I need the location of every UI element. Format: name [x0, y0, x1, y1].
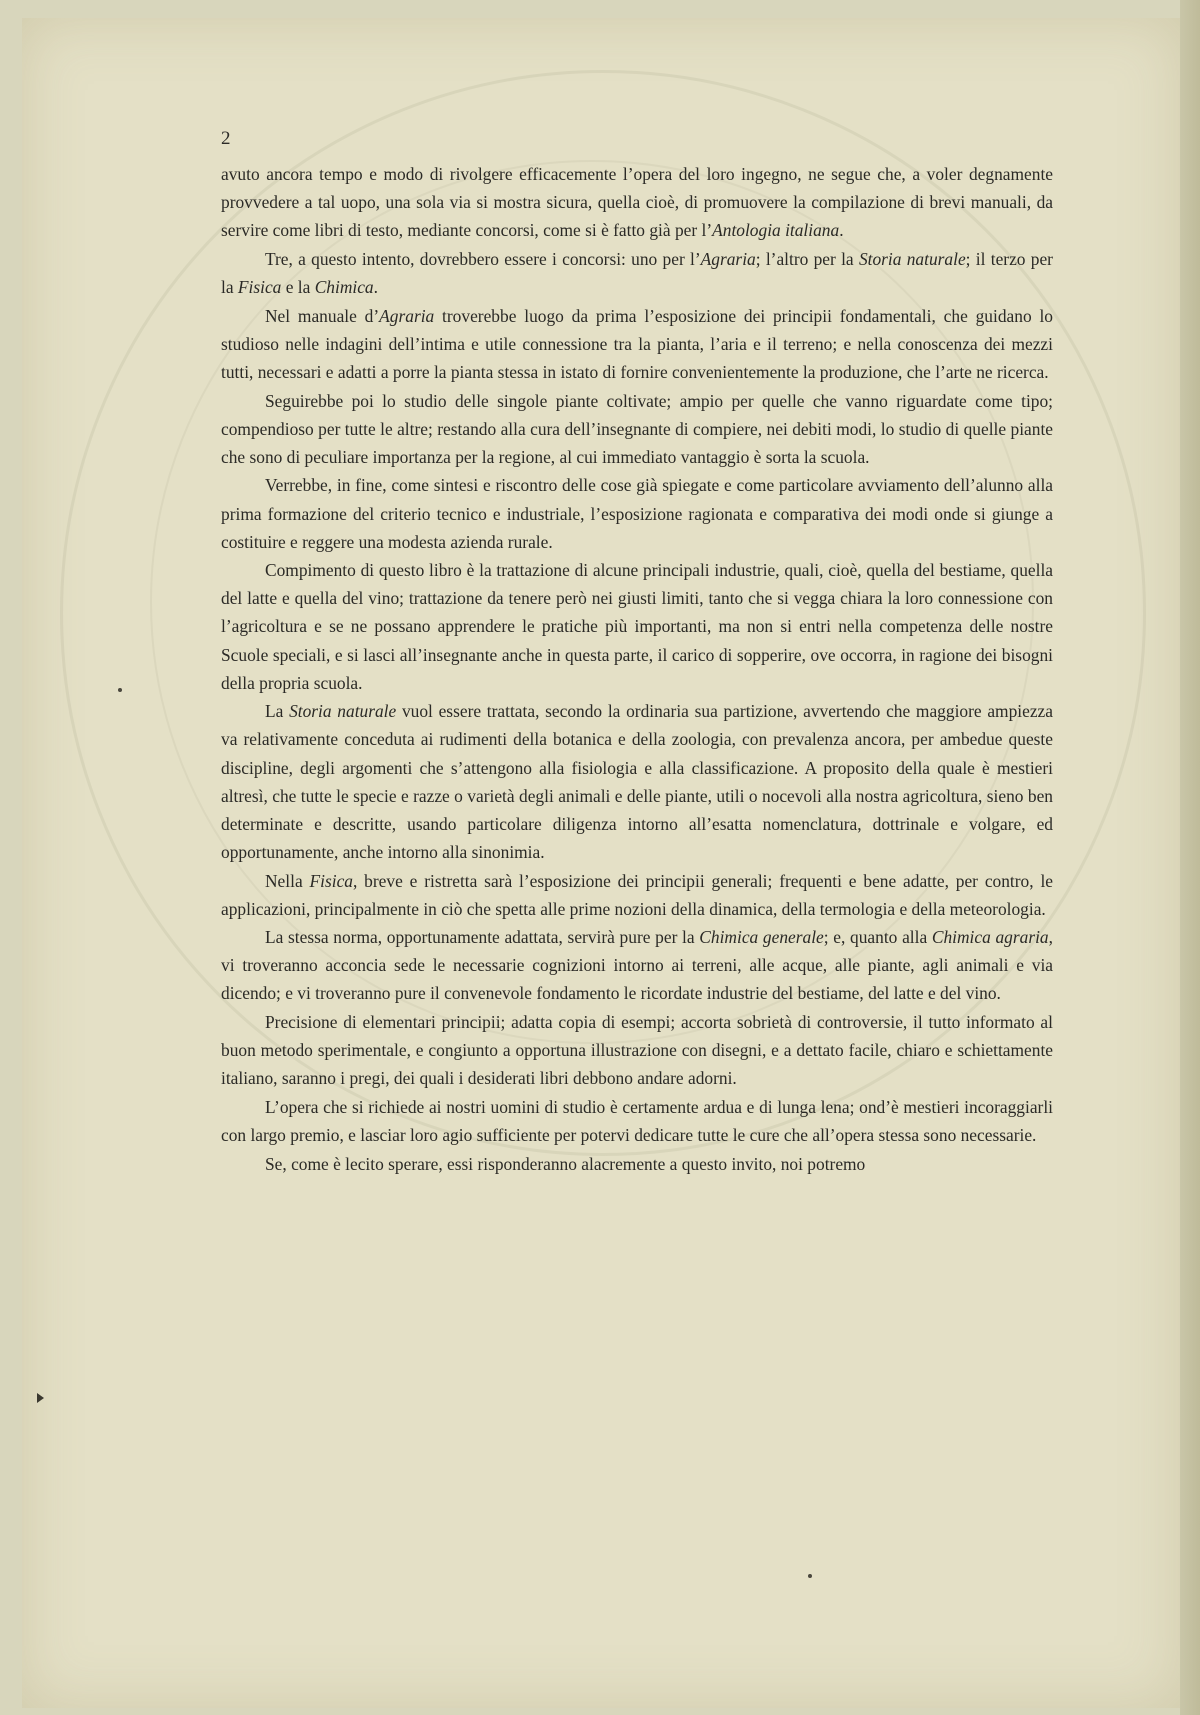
text-run: troverebbe luogo da prima l’esposizione dei principii fondamentali, che guidano lo studioso nelle indagini dell’intima e utile connessione tra la pianta, l’aria e il terreno; e nella conoscenza dei mezzi tutti, necessari e adatti a porre la pianta stessa in istato di fornire convenientemente la produzione, che l’arte ne ricerca.: [221, 305, 1053, 382]
text-run: ; l’altro per la: [755, 248, 859, 269]
speck: [808, 1574, 812, 1578]
paragraph: [221, 245, 1053, 301]
paragraph: [221, 1093, 1053, 1149]
text-run: e la: [281, 276, 315, 297]
paragraph: [221, 697, 1053, 866]
text-run: Precisione di elementari principii; adatta copia di esempi; accorta sobrietà di controversie, il tutto informato al buon metodo sperimentale, e congiunto a opportuna illustrazione con disegni, e a dettato facile, chiaro e schiettamente italiano, saranno i pregi, dei quali i desiderati libri debbono andare adorni.: [221, 1012, 1053, 1089]
text-run: Se, come è lecito sperare, essi risponderanno alacremente a questo invito, noi potremo: [265, 1153, 866, 1174]
paragraph: [221, 1150, 1053, 1178]
italic-term: Fisica: [309, 870, 353, 891]
text-run: , breve e ristretta sarà l’esposizione dei principii generali; frequenti e bene adatte, per contro, le applicazioni, principalmente in ciò che spetta alle prime nozioni della dinamica, della termologia e della meteorologia.: [221, 870, 1053, 919]
text-run: avuto ancora tempo e modo di rivolgere efficacemente l’opera del loro ingegno, ne segue che, a voler degnamente provvedere a tal uopo, una sola via si mostra sicura, quella cioè, di promuovere la compilazione di brevi manuali, da servire come libri di testo, mediante concorsi, come si è fatto già per l’: [221, 164, 1053, 241]
text-run: ; il terzo per la: [221, 248, 1053, 297]
paragraph: [221, 471, 1053, 555]
speck: [118, 688, 122, 692]
italic-term: Fisica: [237, 276, 282, 297]
italic-term: Agraria: [379, 305, 435, 326]
text-run: .: [373, 276, 378, 297]
text-run: La stessa norma, opportunamente adattata, servirà pure per la: [265, 927, 700, 948]
text-run: La: [265, 701, 290, 722]
paragraph: [221, 387, 1053, 471]
text-run: , vi troveranno acconcia sede le necessarie cognizioni intorno ai terreni, alle acque, alle piante, agli animali e via dicendo; e vi troveranno pure il convenevole fondamento le ricordate industrie del bestiame, del latte e del vino.: [221, 927, 1053, 1004]
italic-term: Agraria: [700, 248, 756, 269]
text-run: Tre, a questo intento, dovrebbero essere i concorsi: uno per l’: [265, 248, 701, 269]
italic-term: Antologia italiana: [712, 220, 840, 241]
text-run: vuol essere trattata, secondo la ordinaria sua partizione, avvertendo che maggiore ampiezza va relativamente conceduta ai rudimenti della botanica e della zoologia, con prevalenza ancora, per ambedue queste discipline, degli argomenti che s’attengono alla fisiologia e alla classificazione. A proposito della quale è mestieri altresì, che tutte le specie e razze o varietà degli animali e delle piante, utili o nocevoli alla nostra agricoltura, sieno ben determinate e descritte, usando particolare diligenza intorno all’esatta nomenclatura, dottrinale e volgare, ed opportunamente, anche intorno alla sinonimia.: [221, 701, 1053, 862]
paragraph: [221, 556, 1053, 696]
italic-term: Chimica agraria: [931, 927, 1049, 948]
paragraph: [221, 923, 1053, 1007]
paragraph: [221, 160, 1053, 244]
text-run: Compimento di questo libro è la trattazione di alcune principali industrie, quali, cioè, quella del bestiame, quella del latte e quella del vino; trattazione da tenere però nei giusti limiti, tanto che si vegga chiara la loro connessione con l’agricoltura e se ne possano apprendere le pratiche più importanti, ma non si entri nella competenza delle nostre Scuole speciali, e si lasci all’insegnante anche in questa parte, il carico di sopperire, ove occorra, in ragione dei bisogni della propria scuola.: [221, 560, 1053, 693]
italic-term: Chimica: [314, 276, 374, 297]
text-run: L’opera che si richiede ai nostri uomini di studio è certamente ardua e di lunga lena; ond’è mestieri incoraggiarli con largo premio, e lasciar loro agio sufficiente per potervi dedicare tutte le cure che all’opera stessa sono necessarie.: [221, 1097, 1053, 1146]
paragraph: [221, 867, 1053, 923]
italic-term: Storia naturale: [289, 701, 397, 722]
paragraph: [221, 302, 1053, 386]
text-run: Seguirebbe poi lo studio delle singole piante coltivate; ampio per quelle che vanno riguardate come tipo; compendioso per tutte le altre; restando alla cura dell’insegnante di compiere, nei debiti modi, lo studio di quelle piante che sono di peculiare importanza per la regione, al cui immediato vantaggio è sorta la scuola.: [221, 390, 1053, 467]
text-run: ; e, quanto alla: [823, 927, 932, 948]
page-number: 2: [221, 128, 231, 149]
text-run: Nel manuale d’: [265, 305, 380, 326]
text-run: Nella: [265, 870, 310, 891]
paragraph: [221, 1008, 1053, 1092]
text-run: Verrebbe, in fine, come sintesi e riscontro delle cose già spiegate e come particolare avviamento dell’alunno alla prima formazione del criterio tecnico e industriale, l’esposizione ragionata e comparativa dei modi onde si giunge a costituire e reggere una modesta azienda rurale.: [221, 475, 1053, 552]
body-text: [221, 160, 1053, 1178]
next-page-edge: [1180, 0, 1200, 1715]
text-run: .: [839, 220, 844, 241]
margin-arrow-mark: [37, 1393, 44, 1403]
italic-term: Storia naturale: [858, 248, 966, 269]
italic-term: Chimica generale: [699, 927, 824, 948]
